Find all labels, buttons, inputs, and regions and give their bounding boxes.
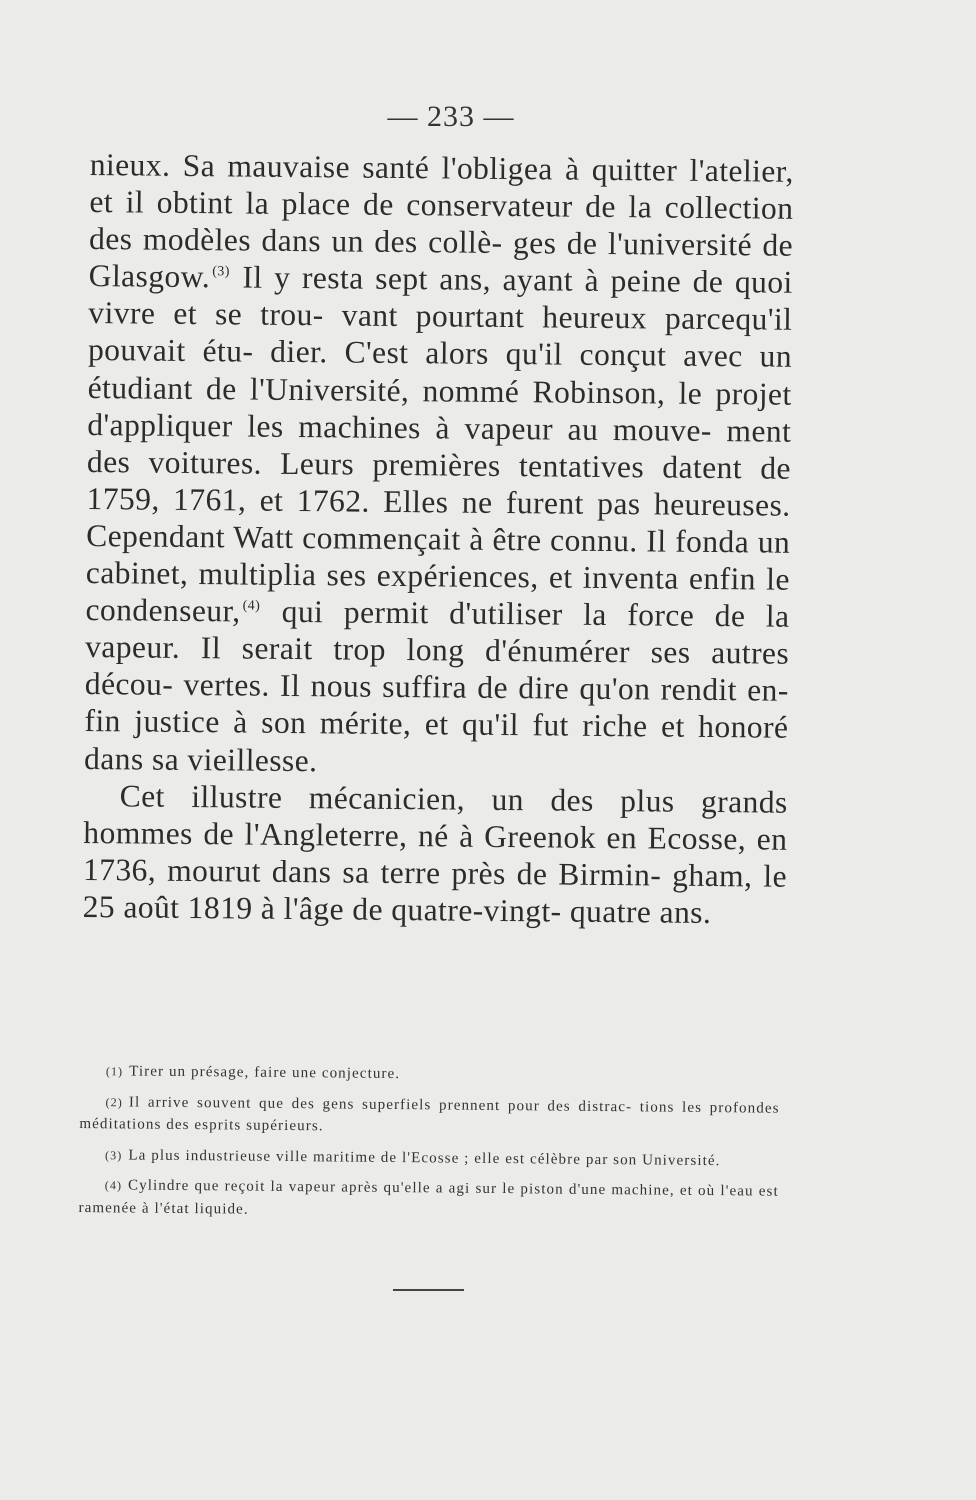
footnote-2-text: Il arrive souvent que des gens superfiels prennent pour des distrac- tions les profondes méditations des esprits supérieurs. bbox=[79, 1093, 780, 1135]
footnote-ref-4: (4) bbox=[242, 598, 261, 614]
footnote-2 bbox=[79, 1090, 779, 1142]
paragraph-1 bbox=[84, 146, 794, 783]
paragraph-1-part-3: qui permit d'utiliser la force de la vapeur. Il serait trop long d'énumérer ses autres décou- vertes. Il nous suffira de dire qu'on rendit en- fin justice à son mérite, et qu'il fut riche et honoré dans sa vieillesse. bbox=[83, 593, 790, 778]
footnote-2-mark: (2) bbox=[105, 1094, 123, 1109]
end-rule bbox=[393, 1289, 464, 1291]
footnote-3-mark: (3) bbox=[105, 1147, 123, 1162]
footnote-3-text: La plus industrieuse ville maritime de l'Ecosse ; elle est célèbre par son Université. bbox=[128, 1146, 721, 1169]
footnote-4-mark: (4) bbox=[104, 1178, 123, 1193]
paragraph-1-part-2: Il y resta sept ans, ayant à peine de quoi vivre et se trou- vant pourtant heureux parcequ'il pouvait étu- dier. C'est alors qu'il conçut avec un étudiant de l'Université, nommé Robinson, le projet d'appliquer les machines à vapeur au mouve- ment des voitures. Leurs premières tentatives datent de 1759, 1761, et 1762. Elles ne furent pas heureuses. Cependant Watt commençait à être connu. Il fonda un cabinet, multiplia ses expériences, et inventa enfin le condenseur, bbox=[85, 259, 793, 629]
page-number: — 233 — bbox=[387, 100, 515, 133]
paragraph-2: Cet illustre mécanicien, un des plus grands hommes de l'Angleterre, né à Greenok en Ecosse, en 1736, mourut dans sa terre près de Birmin- gham, le 25 août 1819 à l'âge de quatre-vingt- quatre ans. bbox=[82, 777, 788, 930]
footnote-ref-3: (3) bbox=[212, 264, 230, 280]
main-text bbox=[83, 146, 794, 932]
paragraph-1-part-1: nieux. Sa mauvaise santé l'obligea à quitter l'atelier, et il obtint la place de conservateur de la collection des modèles dans un des collè- ges de l'université de Glasgow. bbox=[88, 146, 794, 295]
footnotes bbox=[78, 1060, 780, 1234]
footnote-1 bbox=[80, 1060, 780, 1089]
footnote-1-mark: (1) bbox=[105, 1064, 124, 1079]
footnote-3 bbox=[79, 1143, 779, 1172]
footnote-1-text: Tirer un présage, faire une conjecture. bbox=[129, 1063, 401, 1083]
footnote-4 bbox=[78, 1174, 778, 1226]
footnote-4-text: Cylindre que reçoit la vapeur après qu'elle a agi sur le piston d'une machine, et où l'eau est ramenée à l'état liquide. bbox=[78, 1177, 779, 1218]
